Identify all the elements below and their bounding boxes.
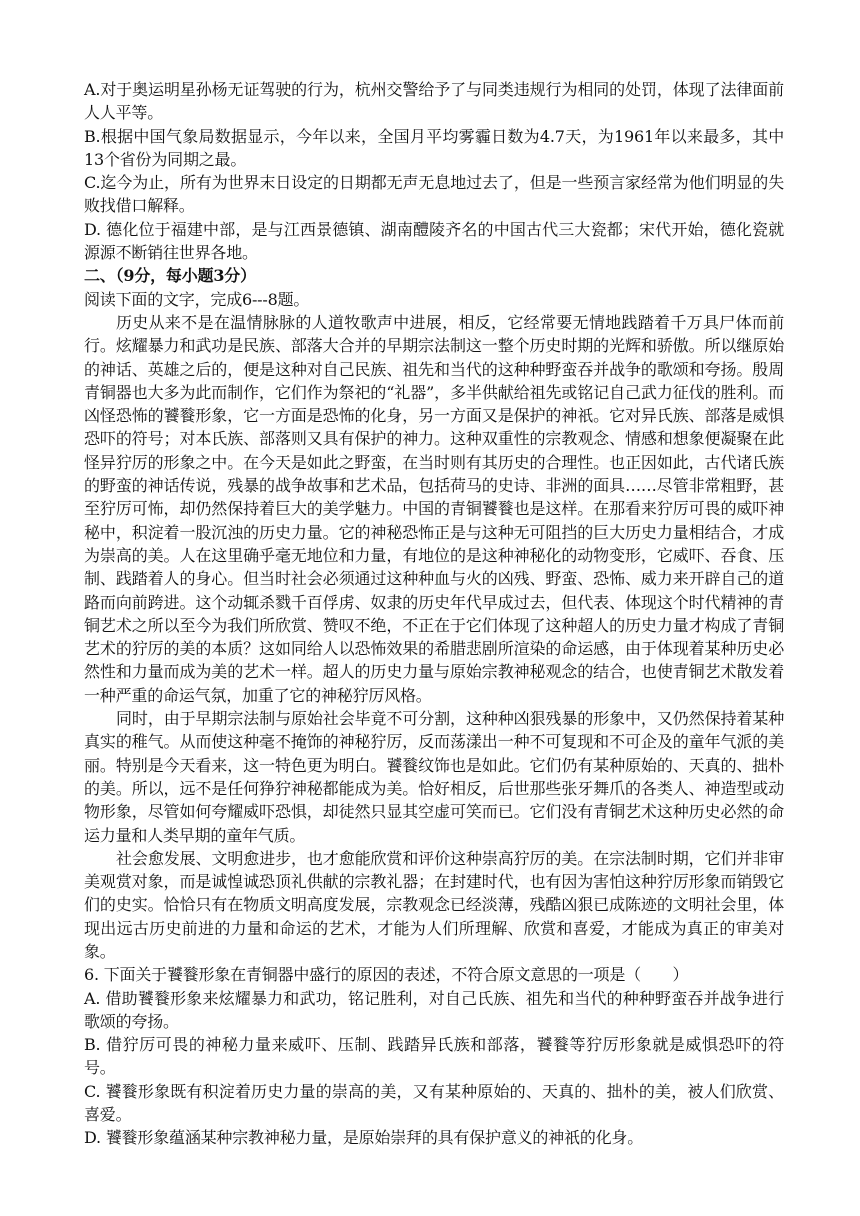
option-a: A.对于奥运明星孙杨无证驾驶的行为，杭州交警给予了与同类违规行为相同的处罚，体现了法律面前人人平等。 [84,80,784,123]
section-instruction: 阅读下面的文字，完成6---8题。 [84,289,310,309]
question-6-option-a: A. 借助饕餮形象来炫耀暴力和武功，铭记胜利，对自己氏族、祖先和当代的种种野蛮吞并战争进行歌颂的夸扬。 [84,988,784,1031]
passage-paragraph-2: 同时，由于早期宗法制与原始社会毕竟不可分割，这种种凶狠残暴的形象中，又仍然保持着某种真实的稚气。从而使这种毫不掩饰的神秘狞厉，反而荡漾出一种不可复现和不可企及的童年气派的美丽。特别是今天看来，这一特色更为明白。饕餮纹饰也是如此。它们仍有某种原始的、天真的、拙朴的美。所以，远不是任何狰狞神秘都能成为美。恰好相反，后世那些张牙舞爪的各类人、神造型或动物形象，尽管如何夸耀威吓恐惧，却徒然只显其空虚可笑而已。它们没有青铜艺术这种历史必然的命运力量和人类早期的童年气质。 [84,709,784,845]
section-heading: 二、（9分，每小题3分） [84,266,256,286]
question-6-option-c: C. 饕餮形象既有积淀着历史力量的崇高的美，又有某种原始的、天真的、拙朴的美，被人们欣赏、喜爱。 [84,1081,784,1125]
passage-paragraph-1: 历史从来不是在温情脉脉的人道牧歌声中进展，相反，它经常要无情地践踏着千万具尸体而前行。炫耀暴力和武功是民族、部落大合并的早期宗法制这一整个历史时期的光辉和骄傲。所以继原始的神话、英雄之后的，便是这种对自己民族、祖先和当代的这种种野蛮吞并战争的歌颂和夸扬。殷周青铜器也大多为此而制作，它们作为祭祀的“礼器”，多半供献给祖先或铭记自己武力征伐的胜利。而凶怪恐怖的饕餮形象，它一方面是恐怖的化身，另一方面又是保护的神祇。它对异氏族、部落是威惧恐吓的符号；对本氏族、部落则又具有保护的神力。这种双重性的宗教观念、情感和想象便凝聚在此怪异狞厉的形象之中。在今天是如此之野蛮，在当时则有其历史的合理性。也正因如此，古代诸氏族的野蛮的神话传说，残暴的战争故事和艺术品，包括荷马的史诗、非洲的面具……尽管非常粗野，甚至狞厉可怖，却仍然保持着巨大的美学魅力。中国的青铜饕餮也是这样。在那看来狞厉可畏的威吓神秘中，积淀着一股沉浊的历史力量。它的神秘恐怖正是与这种无可阻挡的巨大历史力量相结合，才成为崇高的美。人在这里确乎毫无地位和力量，有地位的是这种神秘化的动物变形，它威吓、吞食、压制、践踏着人的身心。但当时社会必须通过这种种血与火的凶残、野蛮、恐怖、威力来开辟自己的道路而向前跨进。这个动辄杀戮千百俘虏、奴隶的历史年代早成过去，但代表、体现这个时代精神的青铜艺术之所以至今为我们所欣赏、赞叹不绝，不正在于它们体现了这种超人的历史力量才构成了青铜艺术的狞厉的美的本质？这如同给人以恐怖效果的希腊悲剧所渲染的命运感，由于体现着某种历史必然性和力量而成为美的艺术一样。超人的历史力量与原始宗教神秘观念的结合，也使青铜艺术散发着一种严重的命运气氛，加重了它的神秘狞厉风格。 [84,312,784,705]
option-c: C.迄今为止，所有为世界末日设定的日期都无声无息地过去了，但是一些预言家经常为他们明显的失败找借口解释。 [84,173,784,216]
question-6-option-b: B. 借狞厉可畏的神秘力量来威吓、压制、践踏异氏族和部落，饕餮等狞厉形象就是威惧恐吓的符号。 [84,1035,784,1078]
option-b: B.根据中国气象局数据显示，今年以来，全国月平均雾霾日数为4.7天，为1961年以来最多，其中13个省份为同期之最。 [84,126,784,169]
question-6-option-d: D. 饕餮形象蕴涵某种宗教神秘力量，是原始崇拜的具有保护意义的神祇的化身。 [84,1128,644,1148]
option-d: D. 德化位于福建中部，是与江西景德镇、湖南醴陵齐名的中国古代三大瓷都；宋代开始，德化瓷就源源不断销往世界各地。 [84,219,784,263]
passage-paragraph-3: 社会愈发展、文明愈进步，也才愈能欣赏和评价这种崇高狞厉的美。在宗法制时期，它们并非审美观赏对象，而是诚惶诚恐顶礼供献的宗教礼器；在封建时代，也有因为害怕这种狞厉形象而销毁它们的史实。恰恰只有在物质文明高度发展，宗教观念已经淡薄，残酷凶狠已成陈迹的文明社会里，体现出远古历史前进的力量和命运的艺术，才能为人们所理解、欣赏和喜爱，才能成为真正的审美对象。 [84,848,784,961]
question-6-stem: 6. 下面关于饕餮形象在青铜器中盛行的原因的表述，不符合原文意思的一项是（ ） [84,965,689,985]
